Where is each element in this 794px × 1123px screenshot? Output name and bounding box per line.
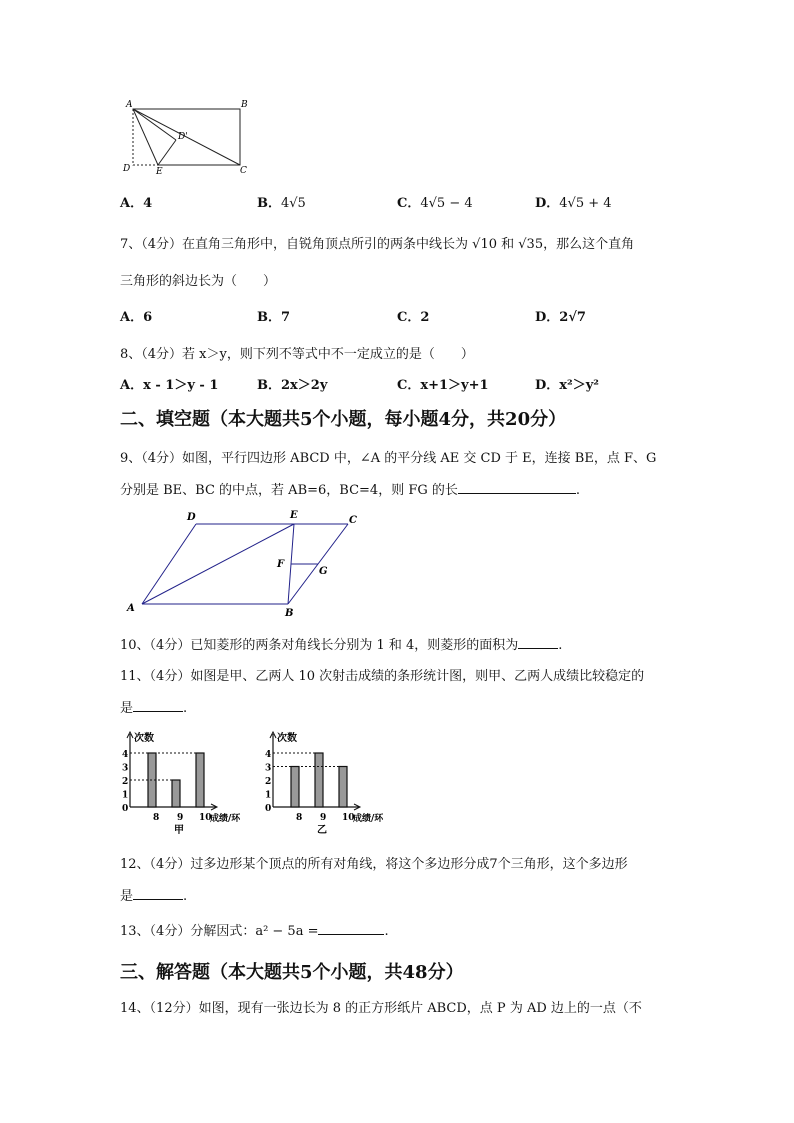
q7-option-c: C．2 <box>397 310 430 325</box>
jia-xlabel: 成绩/环 <box>210 814 241 824</box>
q10-line <box>120 634 562 653</box>
q12-end: . <box>183 889 188 904</box>
q9-line2-end: . <box>575 483 581 498</box>
q11-answer-blank[interactable] <box>133 699 183 712</box>
q8-option-b: B．2x＞2y <box>257 378 328 393</box>
jia-ytick-label: 0 <box>122 804 129 814</box>
yi-xlabel: 成绩/环 <box>353 814 384 824</box>
yi-bar-9 <box>315 753 323 807</box>
q6-option-b <box>257 192 306 211</box>
q6-option-b-value: 4√5 <box>281 196 306 211</box>
jia-ytick-label: 1 <box>122 790 129 801</box>
yi-name: 乙 <box>317 825 327 836</box>
q6-option-b-prefix: B． <box>257 196 281 211</box>
q9-line2-text: 分别是 BE、BC 的中点，若 AB=6，BC=4，则 FG 的长 <box>120 483 458 498</box>
q10-answer-blank[interactable] <box>518 636 558 649</box>
yi-xtick-label: 9 <box>320 813 327 823</box>
label-F: F <box>277 559 285 570</box>
jia-name: 甲 <box>174 825 184 836</box>
label-C: C <box>349 515 357 526</box>
q13-text: 13、（4分）分解因式：a² − 5a = <box>120 924 319 939</box>
jia-ytick-label: 2 <box>122 777 129 787</box>
q6-option-d <box>535 192 612 211</box>
section-3-title: 三、解答题（本大题共5个小题，共48分） <box>120 962 464 983</box>
q12-answer-blank[interactable] <box>133 887 183 900</box>
label-A: A <box>126 100 133 110</box>
label-C: C <box>240 166 247 176</box>
q13-answer-blank[interactable] <box>318 922 384 935</box>
jia-ytick-label: 3 <box>122 763 129 774</box>
q9-line2 <box>120 479 580 498</box>
q12-line2-text: 是 <box>120 889 134 904</box>
parallelogram-figure <box>120 508 370 620</box>
q9-line1: 9、（4分）如图，平行四边形 ABCD 中，∠A 的平分线 AE 交 CD 于 E，连接 BE，点 F、G <box>120 451 657 466</box>
q10-end: . <box>558 638 563 653</box>
yi-xtick-label: 10 <box>342 813 355 823</box>
q13-line <box>120 920 389 939</box>
jia-xtick-label: 9 <box>177 813 184 823</box>
jia-xtick-label: 10 <box>199 813 212 823</box>
label-B: B <box>285 608 294 619</box>
q8-option-d: D．x²＞y² <box>535 378 599 393</box>
label-D: D <box>187 512 196 523</box>
q11-line2 <box>120 697 187 716</box>
q11-line2-text: 是 <box>120 701 134 716</box>
yi-ytick-label: 4 <box>265 750 272 760</box>
q8-line1: 8、（4分）若 x＞y，则下列不等式中不一定成立的是（ ） <box>120 347 474 362</box>
q8-option-c: C．x+1＞y+1 <box>397 378 489 393</box>
bar-chart-yi <box>255 728 410 840</box>
yi-bar-10 <box>339 767 347 808</box>
jia-xtick-label: 8 <box>153 813 160 823</box>
q6-option-d-prefix: D． <box>535 196 560 211</box>
yi-ytick-label: 3 <box>265 763 272 774</box>
rectangle-fold-figure <box>118 96 253 176</box>
label-D: D <box>123 164 131 174</box>
yi-ytick-label: 0 <box>265 804 272 814</box>
jia-bar-9 <box>172 780 180 807</box>
yi-xtick-label: 8 <box>296 813 303 823</box>
jia-bar-10 <box>196 753 204 807</box>
yi-ytick-label: 1 <box>265 790 272 801</box>
jia-ylabel: 次数 <box>134 733 154 744</box>
q12-line1: 12、（4分）过多边形某个顶点的所有对角线，将这个多边形分成7个三角形，这个多边形 <box>120 857 628 872</box>
section-2-title: 二、填空题（本大题共5个小题，每小题4分，共20分） <box>120 409 567 430</box>
q7-line2: 三角形的斜边长为（ ） <box>120 274 277 289</box>
q6-option-d-value: 4√5 + 4 <box>559 196 612 211</box>
q6-option-c <box>397 192 473 211</box>
q9-answer-blank[interactable] <box>458 481 576 494</box>
yi-ylabel: 次数 <box>277 733 297 744</box>
yi-ytick-label: 2 <box>265 777 272 787</box>
q10-text: 10、（4分）已知菱形的两条对角线长分别为 1 和 4，则菱形的面积为 <box>120 638 519 653</box>
label-E: E <box>290 510 298 521</box>
label-A: A <box>127 603 135 614</box>
q11-end: . <box>183 701 188 716</box>
bar-chart-jia <box>112 728 267 840</box>
q6-option-c-prefix: C． <box>397 196 421 211</box>
q14-line1: 14、（12分）如图，现有一张边长为 8 的正方形纸片 ABCD，点 P 为 AD 边上的一点（不 <box>120 1001 642 1016</box>
yi-bar-8 <box>291 767 299 808</box>
q7-option-a: A．6 <box>120 310 153 325</box>
label-B: B <box>241 100 248 110</box>
q12-line2 <box>120 885 187 904</box>
q6-option-c-value: 4√5 − 4 <box>420 196 473 211</box>
q13-end: . <box>384 924 389 939</box>
q7-option-b: B．7 <box>257 310 291 325</box>
label-G: G <box>319 566 328 577</box>
q7-option-d: D．2√7 <box>535 310 586 325</box>
label-E: E <box>156 167 163 176</box>
label-Dprime: D' <box>178 132 188 142</box>
q11-line1: 11、（4分）如图是甲、乙两人 10 次射击成绩的条形统计图，则甲、乙两人成绩比较稳定的 <box>120 669 645 684</box>
jia-ytick-label: 4 <box>122 750 129 760</box>
q7-line1: 7、（4分）在直角三角形中，自锐角顶点所引的两条中线长为 √10 和 √35，那么这个直角 <box>120 237 635 252</box>
q8-option-a: A．x - 1＞y - 1 <box>120 378 219 393</box>
q6-option-a: A．4 <box>120 196 153 211</box>
